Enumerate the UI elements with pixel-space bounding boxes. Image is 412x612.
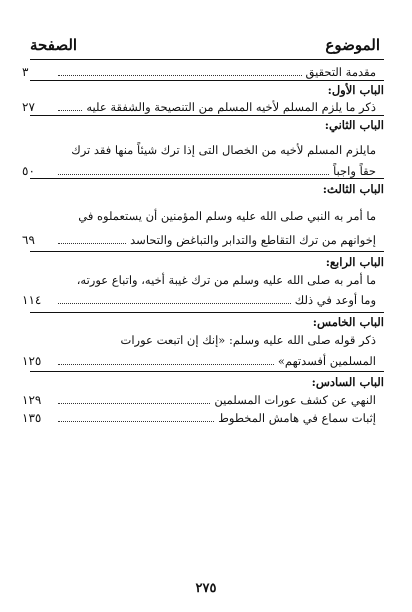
chapter-heading: الباب الخامس: (312, 315, 384, 329)
chapter-heading: الباب السادس: (311, 375, 384, 389)
section-rule (30, 80, 384, 81)
leader-dots (58, 75, 302, 76)
toc-entry: ذكر ما يلزم المسلم لأخيه المسلم من التنصيحة والشفقة عليه ٢٧ (22, 100, 376, 114)
header-rule (30, 59, 384, 60)
toc-entry-line: ما أمر به صلى الله عليه وسلم من ترك غيبة أخيه، واتباع عورته، (76, 273, 376, 287)
toc-entry: إثبات سماع في هامش المخطوط ١٣٥ (22, 411, 376, 425)
header-page: الصفحة (30, 36, 78, 54)
leader-dots (58, 421, 214, 422)
toc-entry: وما أوعد في ذلك ١١٤ (22, 293, 376, 307)
toc-entry: إخوانهم من ترك التقاطع والتدابر والتباغض والتحاسد ٦٩ (22, 233, 376, 247)
chapter-heading: الباب الرابع: (325, 255, 384, 269)
toc-entry: النهي عن كشف عورات المسلمين ١٢٩ (22, 393, 376, 407)
section-rule (30, 115, 384, 116)
leader-dots (58, 174, 329, 175)
toc-entry: حقاً واجباً ٥٠ (22, 164, 376, 178)
leader-dots (58, 303, 291, 304)
page-number: ٢٧٥ (195, 581, 217, 596)
chapter-heading: الباب الأول: (327, 83, 384, 97)
toc-entry-line: مايلزم المسلم لأخيه من الخصال التى إذا ترك شيئاً منها فقد ترك (71, 143, 376, 157)
section-rule (30, 312, 384, 313)
leader-dots (58, 403, 210, 404)
header-topic: الموضوع (325, 36, 380, 54)
leader-dots (58, 110, 82, 111)
section-rule (30, 371, 384, 372)
toc-entry-line: ذكر قوله صلى الله عليه وسلم: «إنك إن اتبعت عورات (120, 333, 376, 347)
chapter-heading: الباب الثالث: (322, 182, 384, 196)
chapter-heading: الباب الثاني: (324, 118, 384, 132)
toc-entry-intro: مقدمة التحقيق ٣ (22, 65, 376, 79)
toc-entry: المسلمين أفسدتهم» ١٢٥ (22, 354, 376, 368)
leader-dots (58, 243, 126, 244)
leader-dots (58, 364, 274, 365)
section-rule (30, 251, 384, 252)
toc-entry-line: ما أمر به النبي صلى الله عليه وسلم المؤمنين أن يستعملوه في (78, 209, 376, 223)
